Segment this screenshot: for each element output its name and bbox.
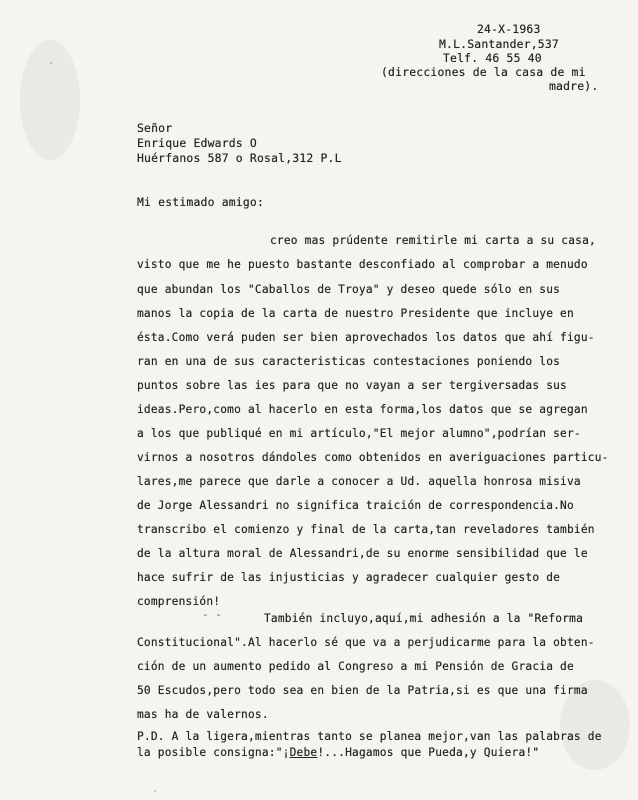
body-line: transcribo el comienzo y final de la carta,tan reveladores también	[137, 523, 595, 536]
postscript-line1: P.D. A la ligera,mientras tanto se planea mejor,van las palabras de	[137, 730, 602, 743]
address-note-line1: (direcciones de la casa de mi	[381, 65, 586, 79]
body-line: comprensión!	[137, 595, 221, 608]
postscript-line2	[137, 746, 539, 759]
body-line: lares,me parece que darle a conocer a Ud. aquella honrosa misiva	[137, 475, 581, 488]
body-line: manos la copia de la carta de nuestro Presidente que incluye en	[137, 307, 574, 320]
body-line: a los que publiqué en mi artículo,"El mejor alumno",podrían ser-	[137, 427, 581, 440]
body-line: creo mas prúdente remitirle mi carta a su casa,	[270, 234, 596, 247]
body-line: ésta.Como verá puden ser bien aprovechados los datos que ahí figu-	[137, 331, 595, 344]
recipient-title: Señor	[137, 121, 173, 135]
body-line: ideas.Pero,como al hacerlo en esta forma,los datos que se agregan	[137, 403, 588, 416]
postscript-underlined-word: Debe	[289, 746, 318, 759]
body-line: puntos sobre las ies para que no vayan a ser tergiversadas sus	[137, 379, 567, 392]
body-line: que abundan los "Caballos de Troya" y deseo quede sólo en sus	[137, 283, 561, 296]
body-line: de Jorge Alessandri no significa traición de correspondencia.No	[137, 499, 574, 512]
salutation: Mi estimado amigo:	[137, 195, 265, 209]
sender-phone: Telf. 46 55 40	[443, 51, 542, 65]
body-line: ción de un aumento pedido al Congreso a mi Pensión de Gracia de	[137, 660, 574, 673]
body-line: hace sufrir de las injusticias y agradecer cualquier gesto de	[137, 571, 561, 584]
body-line: También incluyo,aquí,mi adhesión a la "Reforma	[264, 612, 584, 625]
body-line: ran en una de sus caracteristicas contestaciones poniendo los	[137, 355, 561, 368]
body-line: virnos a nosotros dándoles como obtenidos en averiguaciones particu-	[137, 451, 609, 464]
body-line: visto que me he puesto bastante desconfiado al comprobar a menudo	[137, 258, 588, 271]
body-line: Constitucional".Al hacerlo sé que va a perjudicarme para la obten-	[137, 636, 595, 649]
letter-date: 24-X-1963	[477, 22, 541, 36]
sender-address: M.L.Santander,537	[439, 37, 559, 51]
recipient-address: Huérfanos 587 o Rosal,312 P.L	[137, 151, 342, 165]
postscript-text: !...Hagamos que Pueda,y Quiera!"	[317, 746, 540, 759]
recipient-name: Enrique Edwards O	[137, 136, 257, 150]
body-line: mas ha de valernos.	[137, 708, 269, 721]
postscript-text: la posible consigna:"¡	[137, 746, 290, 759]
address-note-line2: madre).	[549, 79, 599, 93]
body-line: 50 Escudos,pero todo sea en bien de la Patria,si es que una firma	[137, 684, 588, 697]
margin-mark: - -	[202, 608, 222, 621]
body-line: de la altura moral de Alessandri,de su enorme sensibilidad que le	[137, 547, 588, 560]
